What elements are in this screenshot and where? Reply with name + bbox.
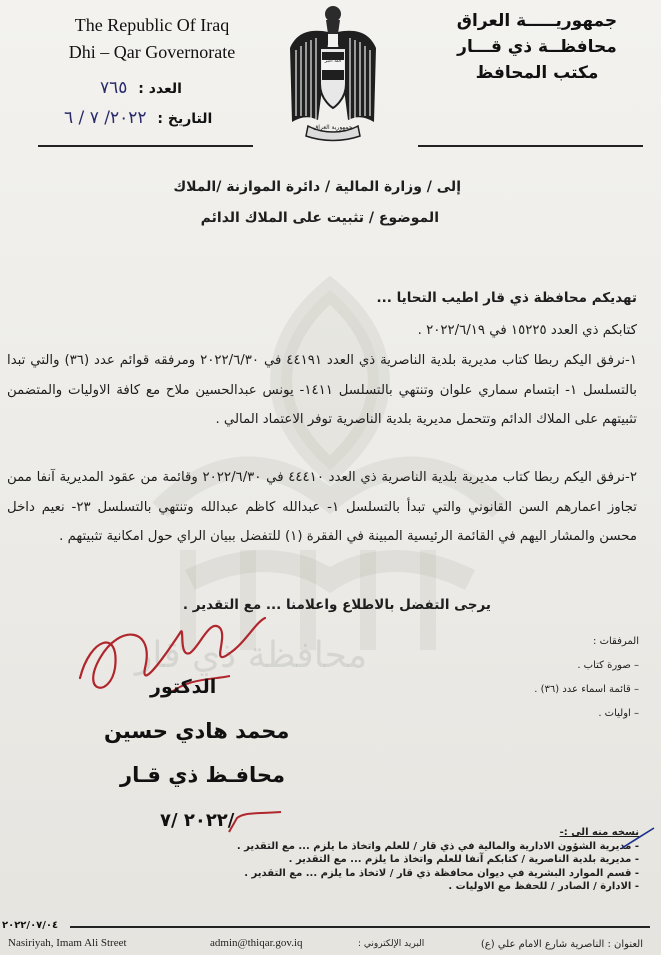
copy-recipient: - مديرية بلدية الناصرية / كتابكم آنفا للعلم واتخاذ ما يلزم ... مع التقدير . [288,854,639,865]
copy-recipient: - قسم الموارد البشرية في ديوان محافظة ذي قار / لاتخاذ ما يلزم ... مع التقدير . [244,867,639,879]
letter-reference: كتابكم ذي العدد ١٥٢٢٥ في ٢٠٢٢/٦/١٩ . [417,323,637,338]
letter-greeting: تهديكم محافظة ذي قار اطيب التحايا ... [376,290,637,306]
letter-recipient: إلى / وزارة المالية / دائرة الموازنة /الملاك [173,179,461,195]
copy-recipient: - مديرية الشؤون الادارية والمالية في ذي قار / للعلم واتخاذ ما يلزم ... مع التقدير . [236,840,639,852]
emblem-motto: الله أكبر [324,58,342,64]
footer-email-label: البريد الإلكتروني : [358,939,425,949]
arabic-header-governorate: محافظــة ذي قـــار [457,37,617,57]
copies-pen-mark-icon [620,824,656,850]
english-header [52,12,252,66]
footer-stamp-date: ٢٠٢٢/٠٧/٠٤ [2,920,59,931]
arabic-header-country: جمهوريـــــة العراق [456,11,618,31]
arabic-header-office: مكتب المحافظ [475,63,599,83]
signature-date: ٢٠٢٢ /٧/ [160,810,235,831]
letter-number-value: ٧٦٥ [100,78,128,98]
arabic-header [437,8,637,86]
letter-subject: الموضوع / تثبيت على الملاك الدائم [200,210,439,226]
english-header-country: The Republic Of Iraq [74,15,230,35]
footer-email: admin@thiqar.gov.iq [210,937,303,949]
header-rule-left [38,145,253,147]
header-rule-right [418,145,643,147]
attachments-title: المرفقات : [593,636,639,647]
signature-position: محافـظ ذي قـار [120,763,285,787]
attachment-item: – قائمة اسماء عدد (٣٦) . [534,684,639,695]
english-header-governorate: Dhi – Qar Governorate [68,42,236,62]
letter-paragraph-2: ٢-نرفق اليكم ربطا كتاب مديرية بلدية الناصرية ذي العدد ٤٤٤١٠ في ٢٠٢٢/٦/٣٠ وقائمة من عقود المديرية آنفا ممن تجاوز اعمارهم السن القانوني والتي تبدأ بالتسلسل ١- عبدالله كاظم عبدالله وتنتهي بالتسلسل ٢٣- نعيم داخل محسن والمشار اليهم في القائمة الرئيسية المبينة في الفقرة (١) للتفضل ببيان الراي حول امكانية تثبيتهم . [7,470,638,544]
letter-closing: يرجى التفضل بالاطلاع واعلامنا ... مع التقدير . [182,597,491,613]
iraq-eagle-emblem-icon [288,4,378,142]
attachment-item: – صورة كتاب . [577,660,639,671]
attachment-item: – اوليات . [598,708,639,719]
letter-date-label: التاريخ : [157,111,213,127]
letter-number-row [100,78,182,98]
signature-name: محمد هادي حسين [104,719,290,743]
emblem-banner: جمهورية العراق [313,124,353,131]
letter-date-row [64,108,212,128]
footer-address-arabic: العنوان : الناصرية شارع الامام علي (ع) [480,939,643,950]
attachments-list [534,630,639,726]
letter-paragraph-1: ١-نرفق اليكم ربطا كتاب مديرية بلدية الناصرية ذي العدد ٤٤١٩١ في ٢٠٢٢/٦/٣٠ ومرفقه قوائم عدد (٣٦) والتي تبدا بالتسلسل ١- ابتسام سماري علوان وتنتهي بالتسلسل ١٤١١- يونس عبدالحسين ملاح مع كافة الاوليات والمتضمن تثبيتهم على الملاك الدائم وتتحمل مديرية بلدية الناصرية توفر الاعتماد المالي . [7,353,637,427]
letter-number-label: العدد : [138,81,182,97]
signature-title: الدكتور [150,676,217,698]
copies-list [219,826,639,894]
watermark-text: محافظة ذي قار [135,635,368,676]
copy-recipient: - الادارة / الصادر / للحفظ مع الاوليات . [448,881,639,892]
footer-address-english: Nasiriyah, Imam Ali Street [8,937,127,949]
letter-date-value: ٢٠٢٢/ ٧ / ٦ [64,108,147,128]
copies-title: نسخه منه الى :- [559,827,639,838]
footer-rule [70,926,650,928]
